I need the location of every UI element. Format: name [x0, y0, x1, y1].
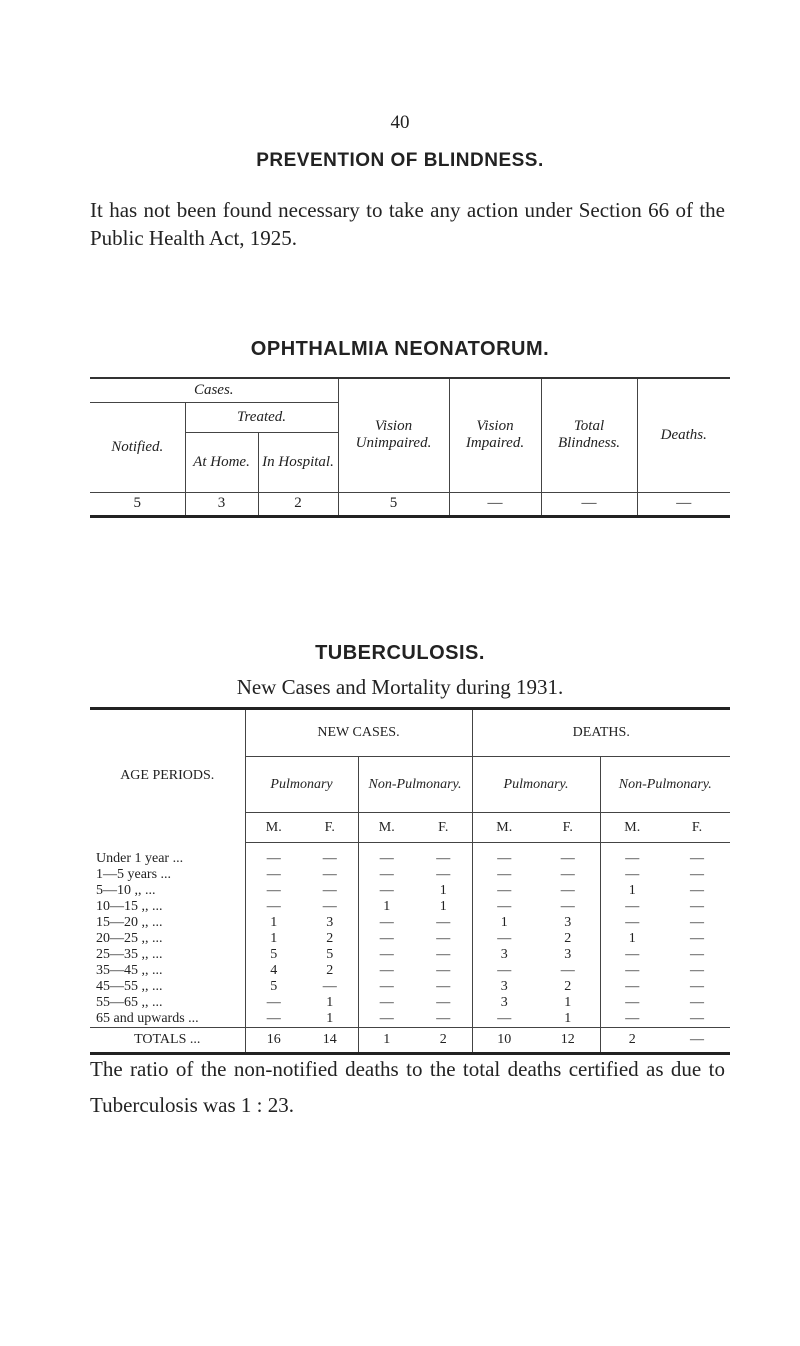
at-home-header: At Home. [185, 432, 258, 492]
cases-header: Cases. [90, 378, 338, 402]
tuberculosis-subheading: New Cases and Mortality during 1931. [236, 675, 564, 699]
totals-row [90, 1028, 730, 1054]
age-period-label: 10—15 ,, ... [90, 899, 245, 915]
cell-value: — [690, 867, 704, 882]
age-period-label: Under 1 year ... [90, 843, 245, 868]
cell-value: — [536, 899, 600, 915]
cell-value: — [415, 995, 472, 1011]
cell-value: 2 [536, 931, 600, 947]
non-pulmonary-header: Non-Pulmonary. [358, 757, 472, 813]
table-row [90, 843, 730, 868]
cell-value: — [379, 931, 394, 946]
cell-value: 3 [536, 915, 600, 931]
cell-value: — [266, 867, 281, 882]
table-row [90, 867, 730, 883]
cell-value: — [690, 979, 704, 994]
notified-header: Notified. [90, 402, 185, 492]
age-period-label: 20—25 ,, ... [90, 931, 245, 947]
deaths-group-header: DEATHS. [472, 709, 730, 757]
cell-value: — [690, 995, 704, 1010]
cell-value: — [497, 899, 512, 914]
cell-value: — [266, 995, 281, 1010]
cell-value: — [302, 899, 358, 915]
ophthalmia-heading: OPHTHALMIA NEONATORUM. [250, 338, 550, 360]
cell-value: — [266, 883, 281, 898]
cell-value: — [415, 931, 472, 947]
cell-value: 2 [302, 963, 358, 979]
total-blindness-header: Total Blindness. [541, 378, 637, 492]
cell-value: — [536, 883, 600, 899]
vision-unimpaired-value: 5 [338, 492, 449, 516]
cell-value: 1 [628, 883, 636, 898]
cell-value: — [536, 867, 600, 883]
prevention-heading: PREVENTION OF BLINDNESS. [256, 150, 544, 171]
pulmonary-deaths-header: Pulmonary. [472, 757, 600, 813]
cell-value: — [415, 979, 472, 995]
cell-value: 1 [415, 899, 472, 915]
notified-value: 5 [90, 492, 185, 516]
page-number: 40 [390, 112, 410, 133]
cell-value: 1 [302, 995, 358, 1011]
prevention-paragraph: It has not been found necessary to take any action under Section 66 of the Public Health Act, 1925. [90, 198, 725, 250]
cell-value: — [302, 979, 358, 995]
cell-value: — [690, 883, 704, 898]
cell-value: — [379, 963, 394, 978]
age-period-label: 55—65 ,, ... [90, 995, 245, 1011]
pulmonary-header: Pulmonary [245, 757, 358, 813]
cell-value: 1 [383, 899, 391, 914]
cell-value: — [625, 979, 640, 994]
cell-value: — [415, 867, 472, 883]
cell-value: — [497, 963, 512, 978]
cell-value: — [690, 915, 704, 930]
age-periods-header: AGE PERIODS. [90, 709, 245, 843]
cell-value: — [536, 843, 600, 868]
cell-value: 3 [500, 947, 508, 962]
non-pulmonary-deaths-header: Non-Pulmonary. [600, 757, 730, 813]
ophthalmia-table [90, 377, 730, 518]
cell-value: 3 [500, 979, 508, 994]
cell-value: — [379, 979, 394, 994]
deaths-value: — [637, 492, 730, 516]
cell-value: 1 [536, 995, 600, 1011]
cell-value: 3 [302, 915, 358, 931]
cell-value: 4 [270, 963, 278, 978]
table-row [90, 963, 730, 979]
total-blindness-value: — [541, 492, 637, 516]
cell-value: — [625, 915, 640, 930]
col-m: M. [245, 813, 302, 843]
cell-value: — [625, 995, 640, 1010]
table-row [90, 979, 730, 995]
cell-value: — [415, 915, 472, 931]
cell-value: — [625, 963, 640, 978]
tuberculosis-table [90, 707, 730, 1055]
cell-value: — [379, 867, 394, 882]
age-period-label: 5—10 ,, ... [90, 883, 245, 899]
cell-value: — [690, 851, 704, 866]
tuberculosis-heading: TUBERCULOSIS. [315, 642, 485, 664]
cell-value: — [266, 899, 281, 914]
cell-value: 1 [302, 1011, 358, 1028]
cell-value: — [302, 867, 358, 883]
cell-value: 2 [302, 931, 358, 947]
age-period-label: 45—55 ,, ... [90, 979, 245, 995]
cell-value: — [690, 931, 704, 946]
vision-unimpaired-header: Vision Unimpaired. [338, 378, 449, 492]
cell-value: — [625, 1011, 640, 1026]
table-row [90, 947, 730, 963]
table-row [90, 899, 730, 915]
cell-value: — [690, 899, 704, 914]
cell-value: 10 [472, 1028, 536, 1054]
age-period-label: TOTALS ... [90, 1028, 245, 1054]
new-cases-header: NEW CASES. [245, 709, 472, 757]
cell-value: — [625, 851, 640, 866]
cell-value: 1 [500, 915, 508, 930]
cell-value: 2 [600, 1028, 664, 1054]
cell-value: — [690, 947, 704, 962]
cell-value: 1 [415, 883, 472, 899]
cell-value: — [415, 1011, 472, 1028]
cell-value: — [625, 899, 640, 914]
cell-value: — [302, 843, 358, 868]
cell-value: — [497, 867, 512, 882]
deaths-header: Deaths. [637, 378, 730, 492]
age-period-label: 65 and upwards ... [90, 1011, 245, 1028]
cell-value: 1 [628, 931, 636, 946]
table-row [90, 995, 730, 1011]
cell-value: — [536, 963, 600, 979]
cell-value: — [664, 1028, 730, 1054]
cell-value: — [415, 947, 472, 963]
cell-value: — [379, 1011, 394, 1026]
cell-value: — [379, 995, 394, 1010]
cell-value: — [379, 883, 394, 898]
vision-impaired-value: — [449, 492, 541, 516]
cell-value: 3 [536, 947, 600, 963]
cell-value: — [625, 867, 640, 882]
vision-impaired-header: Vision Impaired. [449, 378, 541, 492]
col-m: M. [358, 813, 415, 843]
in-hospital-header: In Hospital. [258, 432, 338, 492]
cell-value: — [379, 915, 394, 930]
table-row [90, 931, 730, 947]
cell-value: — [497, 851, 512, 866]
cell-value: 5 [302, 947, 358, 963]
table-row [90, 915, 730, 931]
age-period-label: 35—45 ,, ... [90, 963, 245, 979]
col-m: M. [600, 813, 664, 843]
cell-value: 2 [415, 1028, 472, 1054]
col-f: F. [536, 813, 600, 843]
table-row [90, 1011, 730, 1028]
cell-value: — [302, 883, 358, 899]
col-f: F. [415, 813, 472, 843]
cell-value: 3 [500, 995, 508, 1010]
cell-value: — [379, 947, 394, 962]
col-m: M. [472, 813, 536, 843]
col-f: F. [302, 813, 358, 843]
cell-value: — [415, 963, 472, 979]
age-period-label: 25—35 ,, ... [90, 947, 245, 963]
cell-value: — [690, 1011, 704, 1026]
cell-value: — [497, 1011, 512, 1026]
cell-value: 16 [245, 1028, 302, 1054]
cell-value: — [266, 851, 281, 866]
cell-value: 2 [536, 979, 600, 995]
age-period-label: 15—20 ,, ... [90, 915, 245, 931]
cell-value: — [690, 963, 704, 978]
cell-value: — [497, 883, 512, 898]
cell-value: 1 [358, 1028, 415, 1054]
cell-value: 5 [270, 979, 278, 994]
cell-value: 1 [270, 915, 278, 930]
cell-value: 5 [270, 947, 278, 962]
table-row [90, 883, 730, 899]
cell-value: — [625, 947, 640, 962]
ratio-paragraph: The ratio of the non-notified deaths to the total deaths certified as due to Tuberculosis was 1 : 23. [90, 1057, 725, 1117]
treated-header: Treated. [185, 402, 338, 432]
cell-value: — [415, 843, 472, 868]
cell-value: 14 [302, 1028, 358, 1054]
cell-value: — [379, 851, 394, 866]
cell-value: — [497, 931, 512, 946]
at-home-value: 3 [185, 492, 258, 516]
in-hospital-value: 2 [258, 492, 338, 516]
cell-value: 1 [536, 1011, 600, 1028]
col-f: F. [664, 813, 730, 843]
cell-value: — [266, 1011, 281, 1026]
age-period-label: 1—5 years ... [90, 867, 245, 883]
cell-value: 1 [270, 931, 278, 946]
cell-value: 12 [536, 1028, 600, 1054]
